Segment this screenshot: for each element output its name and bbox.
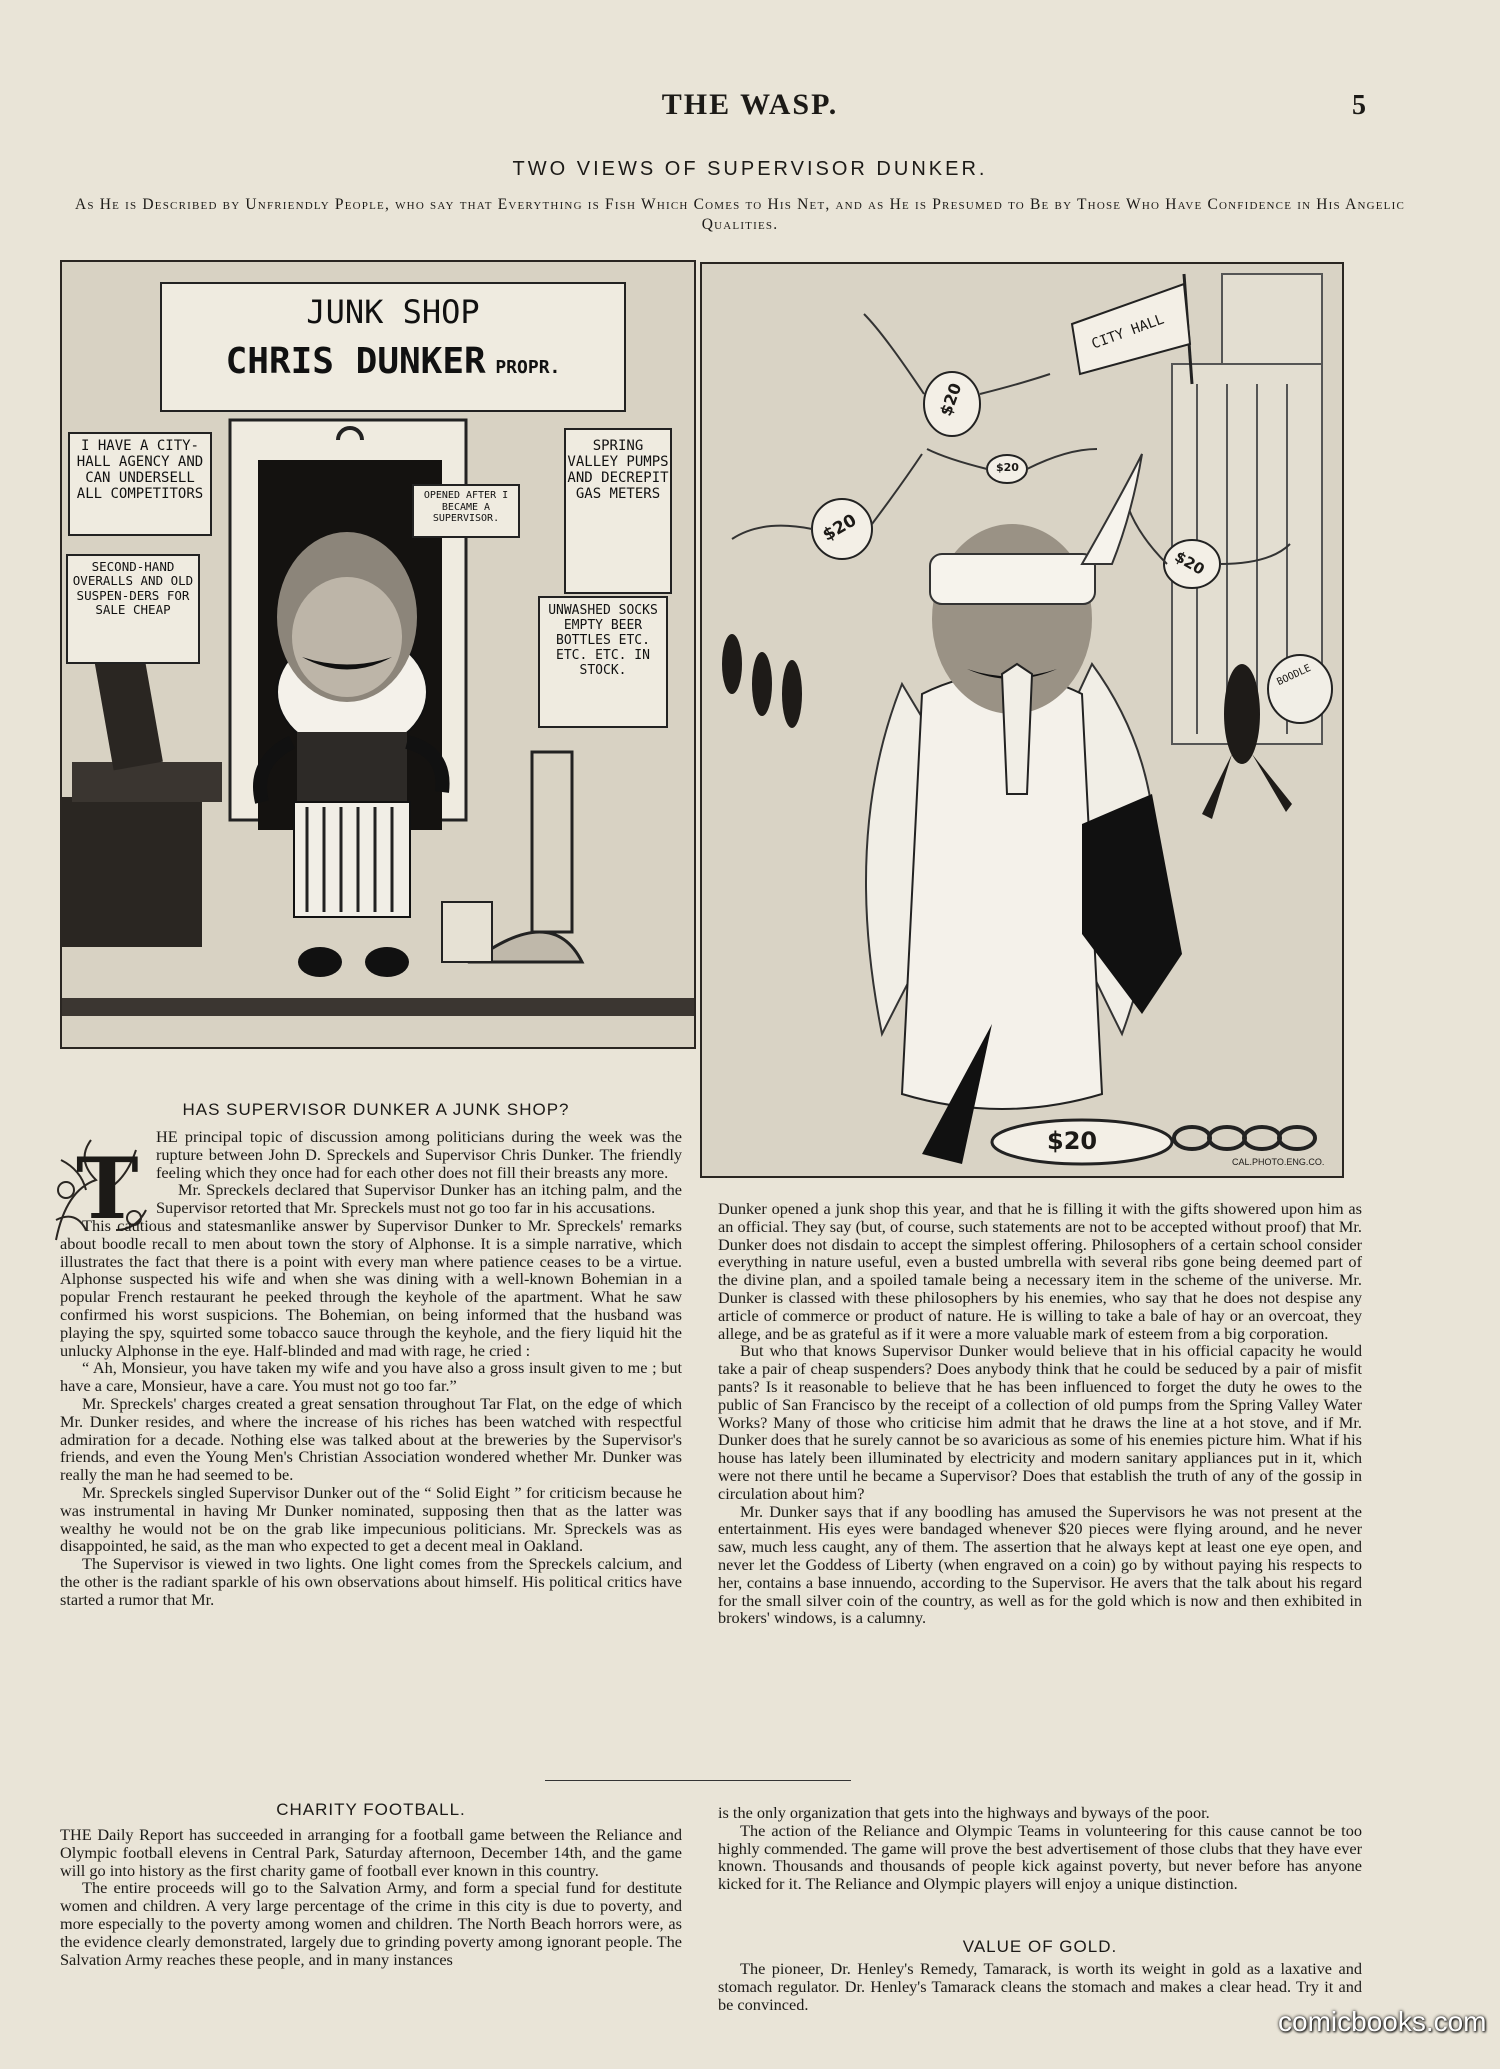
subheadline: As He is Described by Unfriendly People, who say that Everything is Fish Which Comes to His Net, and as He is Presumed to Be by Those Who Have Confidence in His Angelic Qualities. xyxy=(74,196,1405,233)
angel-illustration xyxy=(702,264,1342,1176)
junk-shop-sign-propr: PROPR. xyxy=(495,356,561,378)
page-number: 5 xyxy=(1352,90,1366,121)
coin-label-3: $20 xyxy=(996,461,1019,474)
article-value-of-gold-body xyxy=(718,1960,1362,2013)
headline: TWO VIEWS OF SUPERVISOR DUNKER. xyxy=(512,158,988,180)
paragraph: Dunker opened a junk shop this year, and that he is filling it with the gifts showered upon him as an official. They say (but, of course, such statements are not to be accepted without proof) that Mr. Dunker does not disdain to accept the simplest offering. Philosophers of a certain school consider everything in nature useful, even a busted umbrella with several ribs gone being deemed part of the divine plan, and a spoiled tamale being a necessary item in the scheme of the universe. Mr. Dunker is classed with these philosophers by his enemies, who say that he does not despise any article of commerce or product of nature. He is willing to take a bale of hay or an overcoat, they allege, and be as grateful as if it were a more valuable mark of esteem from a big corporation. xyxy=(718,1199,1362,1343)
paragraph: Mr. Spreckels declared that Supervisor Dunker has an itching palm, and the Supervisor retorted that Mr. Spreckels must not go too far in his accusations. xyxy=(156,1180,682,1218)
coin-label-1: $20 xyxy=(936,380,966,419)
paragraph: The Supervisor is viewed in two lights. One light comes from the Spreckels calcium, and the other is the radiant sparkle of his own observations about himself. His political critics have started a rumor that Mr. xyxy=(60,1554,682,1609)
article-value-of-gold-title: VALUE OF GOLD. xyxy=(962,1937,1118,1956)
chain-coin-label: $20 xyxy=(1047,1127,1098,1155)
article-junk-shop-left-column xyxy=(60,1128,682,1609)
boodle-bag-label: BOODLE xyxy=(1275,662,1313,689)
paragraph: The entire proceeds will go to the Salvation Army, and form a special fund for destitute women and children. A very large percentage of the crime in this city is due to poverty, and more especially to the poverty among women and children. The North Beach horrors were, as the evidence clearly demonstrated, largely due to grinding poverty among ignorant people. The Salvation Army reaches these people, and in many instances xyxy=(60,1878,682,1969)
paragraph: THE Daily Report has succeeded in arranging for a football game between the Reliance and Olympic football elevens in Central Park, Saturday afternoon, December 14th, and the game will go into history as the first charity game of football ever known in this country. xyxy=(60,1825,682,1880)
angel-cartoon xyxy=(700,262,1344,1178)
paragraph: But who that knows Supervisor Dunker would believe that in his official capacity he would take a pair of cheap suspenders? Does anybody think that he could be seduced by a pair of misfit pants? Is it reasonable to believe that he has been influenced to forget the duty he owes to the public of San Francisco by the receipt of a collection of old pumps from the Spring Valley Water Works? Many of those who criticise him admit that he draws the line at a hot stove, and if Mr. Dunker does that he surely cannot be so avaricious as some of his enemies picture him. What if his house has lately been illuminated by electricity and modern sanitary appliances put in it, which were not there until he became a Supervisor? Does that establish the truth of any of the gossip in circulation about him? xyxy=(718,1341,1362,1503)
running-head: THE WASP. xyxy=(661,88,839,121)
notice-socks: UNWASHED SOCKS EMPTY BEER BOTTLES ETC. ETC. ETC. IN STOCK. xyxy=(538,596,668,728)
paragraph: Mr. Spreckels singled Supervisor Dunker out of the “ Solid Eight ” for criticism because he was instrumental in having Mr Dunker nominated, supposing then that as the latter was wealthy he would not be on the grab like impecunious politicians. Mr. Spreckels was as disappointed, he said, as the man who expected to get a decent meal in Oakland. xyxy=(60,1482,682,1556)
notice-city-hall-agency: I HAVE A CITY-HALL AGENCY AND CAN UNDERSELL ALL COMPETITORS xyxy=(68,432,212,536)
article-charity-football-right-column xyxy=(718,1804,1362,1893)
section-divider xyxy=(545,1780,851,1781)
drop-cap-letter: T xyxy=(76,1139,139,1238)
coin-label-4: $20 xyxy=(1171,547,1208,579)
article-charity-football-left-column xyxy=(60,1826,682,1968)
engraver-credit: CAL.PHOTO.ENG.CO. xyxy=(1232,1157,1325,1167)
notice-opened: OPENED AFTER I BECAME A SUPERVISOR. xyxy=(412,484,520,538)
junk-shop-sign-name: CHRIS DUNKER xyxy=(225,340,486,382)
paragraph: Mr. Dunker says that if any boodling has amused the Supervisors he was not present at the entertainment. His eyes were bandaged whenever $20 pieces were flying around, and he never saw, much less caught, any of them. The assertion that he always kept at least one eye open, and never let the Goddess of Liberty (when engraved on a coin) go by without paying his respects to her, contains a base innuendo, according to the Supervisor. He avers that the talk about his regard for the small silver coin of the country, as well as for the gold which is now and then exhibited in brokers' windows, is a calumny. xyxy=(718,1501,1362,1628)
paragraph: The pioneer, Dr. Henley's Remedy, Tamarack, is worth its weight in gold as a laxative and stomach regulator. Dr. Henley's Tamarack cleans the stomach and makes a clear head. Try it and be convinced. xyxy=(718,1959,1362,2014)
junk-shop-sign xyxy=(160,282,626,412)
watermark: comicbooks.com xyxy=(1278,2006,1487,2037)
junk-shop-cartoon xyxy=(60,260,696,1049)
paragraph: is the only organization that gets into the highways and byways of the poor. xyxy=(718,1803,1210,1822)
notice-spring-valley: SPRING VALLEY PUMPS AND DECREPIT GAS METERS xyxy=(564,428,672,594)
article-junk-shop-right-column xyxy=(718,1200,1362,1627)
article-junk-shop-title: HAS SUPERVISOR DUNKER A JUNK SHOP? xyxy=(182,1100,570,1119)
paragraph: HE principal topic of discussion among politicians during the week was the rupture between John D. Spreckels and Supervisor Chris Dunker. The friendly feeling which they once had for each other does not fill their breasts any more. xyxy=(156,1127,682,1182)
paragraph: The action of the Reliance and Olympic Teams in volunteering for this cause cannot be too highly commended. The game will prove the best advertisement of those clubs that they have ever known. Thousands and thousands of people kick against poverty, but never before has anyone kicked for it. The Reliance and Olympic players will enjoy a unique distinction. xyxy=(718,1820,1362,1894)
notice-overalls: SECOND-HAND OVERALLS AND OLD SUSPEN-DERS FOR SALE CHEAP xyxy=(66,554,200,664)
paragraph: Mr. Spreckels' charges created a great sensation throughout Tar Flat, on the edge of which Mr. Dunker resides, and where the increase of his riches has been watched with respectful admiration for a decade. Nothing else was talked about at the breweries by the Supervisor's friends, and even the Young Men's Christian Association wondered whether Mr. Dunker was really the man he had seemed to be. xyxy=(60,1393,682,1485)
coin-label-2: $20 xyxy=(819,510,861,546)
junk-shop-sign-line1: JUNK SHOP xyxy=(306,293,480,331)
paragraph: “ Ah, Monsieur, you have taken my wife and you have also a gross insult given to me ; but have a care, Monsieur, have a care. You must not go too far.” xyxy=(60,1358,682,1396)
city-hall-flag-label: CITY HALL xyxy=(1089,311,1167,353)
article-charity-football-title: CHARITY FOOTBALL. xyxy=(276,1800,466,1819)
paragraph: This cautious and statesmanlike answer by Supervisor Dunker to Mr. Spreckels' remarks about boodle recall to men about town the story of Alphonse. It is a simple narrative, which illustrates the fact that there is a point with every man where patience ceases to be a virtue. Alphonse suspected his wife and when she was dining with a well-known Bohemian in a popular French restaurant he peeked through the keyhole of the apartment. What he saw confirmed his worst suspicions. The Bohemian, on being informed that the husband was playing the spy, squirted some tobacco sauce through the keyhole, and the fiery liquid hit the unlucky Alphonse in the eye. Half-blinded and mad with rage, he cried : xyxy=(60,1215,682,1360)
